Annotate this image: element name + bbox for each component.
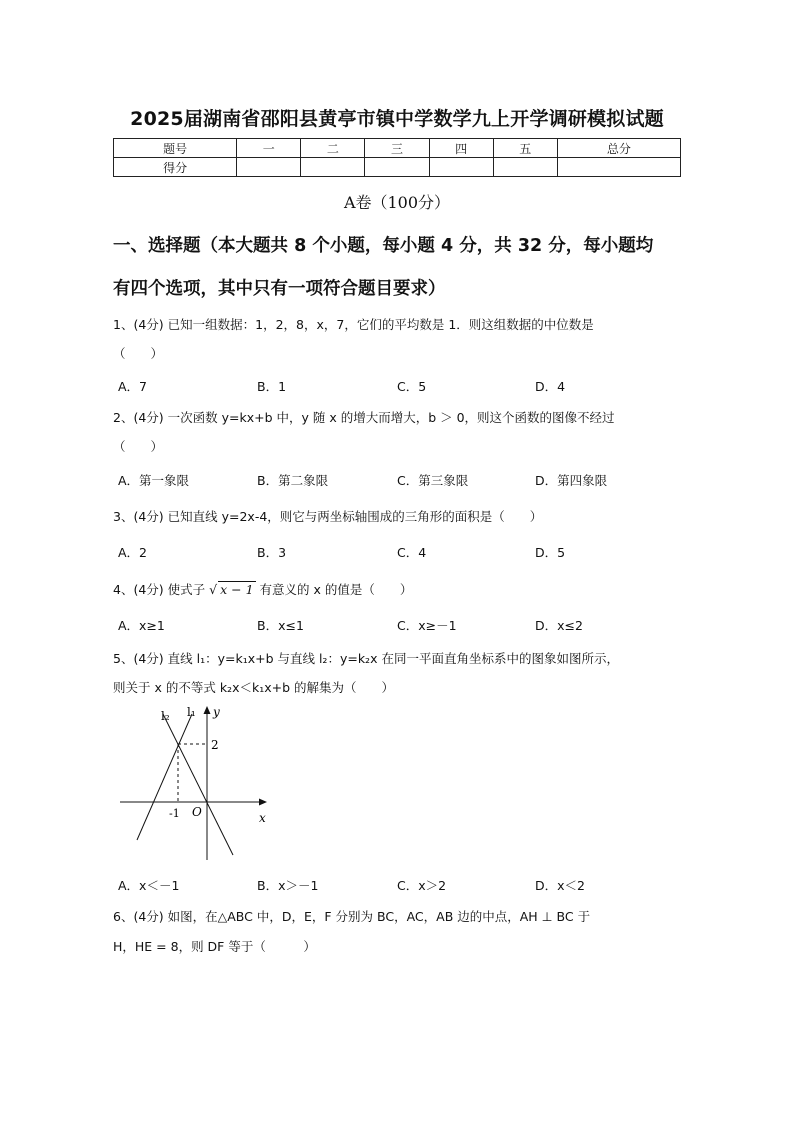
- score-cell: 三: [365, 139, 429, 158]
- question-5-option-a[interactable]: A．x＜－1: [118, 878, 180, 893]
- question-5-text: 5、(4分) 直线 l₁：y=k₁x+b 与直线 l₂：y=k₂x 在同一平面直角坐标系中的图象如图所示，: [113, 651, 619, 666]
- score-blank-cell[interactable]: [237, 158, 301, 177]
- label-x: x: [259, 811, 266, 825]
- score-table-header-row: [114, 139, 681, 158]
- score-cell: 五: [493, 139, 557, 158]
- score-cell: 二: [301, 139, 365, 158]
- question-5-graph: [115, 700, 275, 865]
- question-4-suffix: 有意义的 x 的值是（ ）: [259, 582, 413, 597]
- question-3-option-b[interactable]: B．3: [257, 545, 287, 560]
- question-5-option-c[interactable]: C．x＞2: [397, 878, 447, 893]
- score-table-score-row: [114, 158, 681, 177]
- label-minus-one: -1: [169, 807, 180, 820]
- label-l2: l₂: [161, 709, 170, 723]
- score-row-label: 得分: [114, 158, 237, 177]
- score-blank-cell[interactable]: [365, 158, 429, 177]
- question-4-option-b[interactable]: B．x≤1: [257, 618, 304, 633]
- question-4-radicand: x − 1: [220, 582, 254, 597]
- label-origin: O: [192, 805, 202, 819]
- section-heading-line2: 有四个选项，其中只有一项符合题目要求）: [113, 279, 446, 299]
- question-1-option-b[interactable]: B．1: [257, 379, 287, 394]
- question-2-option-b[interactable]: B．第二象限: [257, 473, 329, 488]
- score-blank-cell[interactable]: [493, 158, 557, 177]
- score-cell: 四: [429, 139, 493, 158]
- x-axis-arrow-icon: [259, 799, 267, 806]
- question-5-option-d[interactable]: D．x＜2: [535, 878, 585, 893]
- question-2-option-c[interactable]: C．第三象限: [397, 473, 469, 488]
- question-1-text: 1、(4分) 已知一组数据：1，2，8，x，7，它们的平均数是 1．则这组数据的中位数是: [113, 317, 594, 332]
- score-blank-cell[interactable]: [429, 158, 493, 177]
- score-cell: 总分: [557, 139, 680, 158]
- score-blank-cell[interactable]: [301, 158, 365, 177]
- question-4-option-c[interactable]: C．x≥－1: [397, 618, 457, 633]
- question-1-bracket: （ ）: [113, 346, 164, 361]
- question-1-option-c[interactable]: C．5: [397, 379, 427, 394]
- question-1-option-a[interactable]: A．7: [118, 379, 148, 394]
- line-l1: [137, 714, 192, 840]
- label-two: 2: [211, 738, 219, 752]
- question-3-option-a[interactable]: A．2: [118, 545, 148, 560]
- question-2-bracket: （ ）: [113, 439, 164, 454]
- question-4-prefix: 4、(4分) 使式子: [113, 582, 206, 597]
- question-2-option-d[interactable]: D．第四象限: [535, 473, 608, 488]
- question-2-option-a[interactable]: A．第一象限: [118, 473, 190, 488]
- section-a-title: A卷（100分）: [343, 193, 451, 212]
- question-4-text: [113, 580, 693, 598]
- section-heading-line1: 一、选择题（本大题共 8 个小题，每小题 4 分，共 32 分，每小题均: [113, 236, 654, 256]
- question-3-option-d[interactable]: D．5: [535, 545, 566, 560]
- sqrt-icon: √: [209, 582, 218, 597]
- question-4-option-a[interactable]: A．x≥1: [118, 618, 165, 633]
- question-5-option-b[interactable]: B．x＞－1: [257, 878, 319, 893]
- question-3-option-c[interactable]: C．4: [397, 545, 427, 560]
- label-l1: l₁: [187, 705, 196, 719]
- question-6-text-line2: H，HE = 8，则 DF 等于（ ）: [113, 939, 316, 954]
- question-6-text: 6、(4分) 如图，在△ABC 中，D，E，F 分别为 BC，AC，AB 边的中点，AH ⊥ BC 于: [113, 909, 591, 924]
- exam-title: 2025届湖南省邵阳县黄亭市镇中学数学九上开学调研模拟试题: [130, 108, 664, 130]
- score-cell: 一: [237, 139, 301, 158]
- question-2-text: 2、(4分) 一次函数 y=kx+b 中，y 随 x 的增大而增大，b ＞ 0，则这个函数的图像不经过: [113, 410, 615, 425]
- line-l2: [163, 714, 233, 855]
- label-y: y: [213, 705, 220, 719]
- y-axis-arrow-icon: [204, 706, 211, 714]
- score-cell: 题号: [114, 139, 237, 158]
- question-4-option-d[interactable]: D．x≤2: [535, 618, 583, 633]
- score-table: [113, 138, 681, 177]
- score-blank-cell[interactable]: [557, 158, 680, 177]
- question-3-text: 3、(4分) 已知直线 y=2x-4，则它与两坐标轴围成的三角形的面积是（ ）: [113, 509, 543, 524]
- question-5-text-line2: 则关于 x 的不等式 k₂x＜k₁x+b 的解集为（ ）: [113, 680, 394, 695]
- question-1-option-d[interactable]: D．4: [535, 379, 566, 394]
